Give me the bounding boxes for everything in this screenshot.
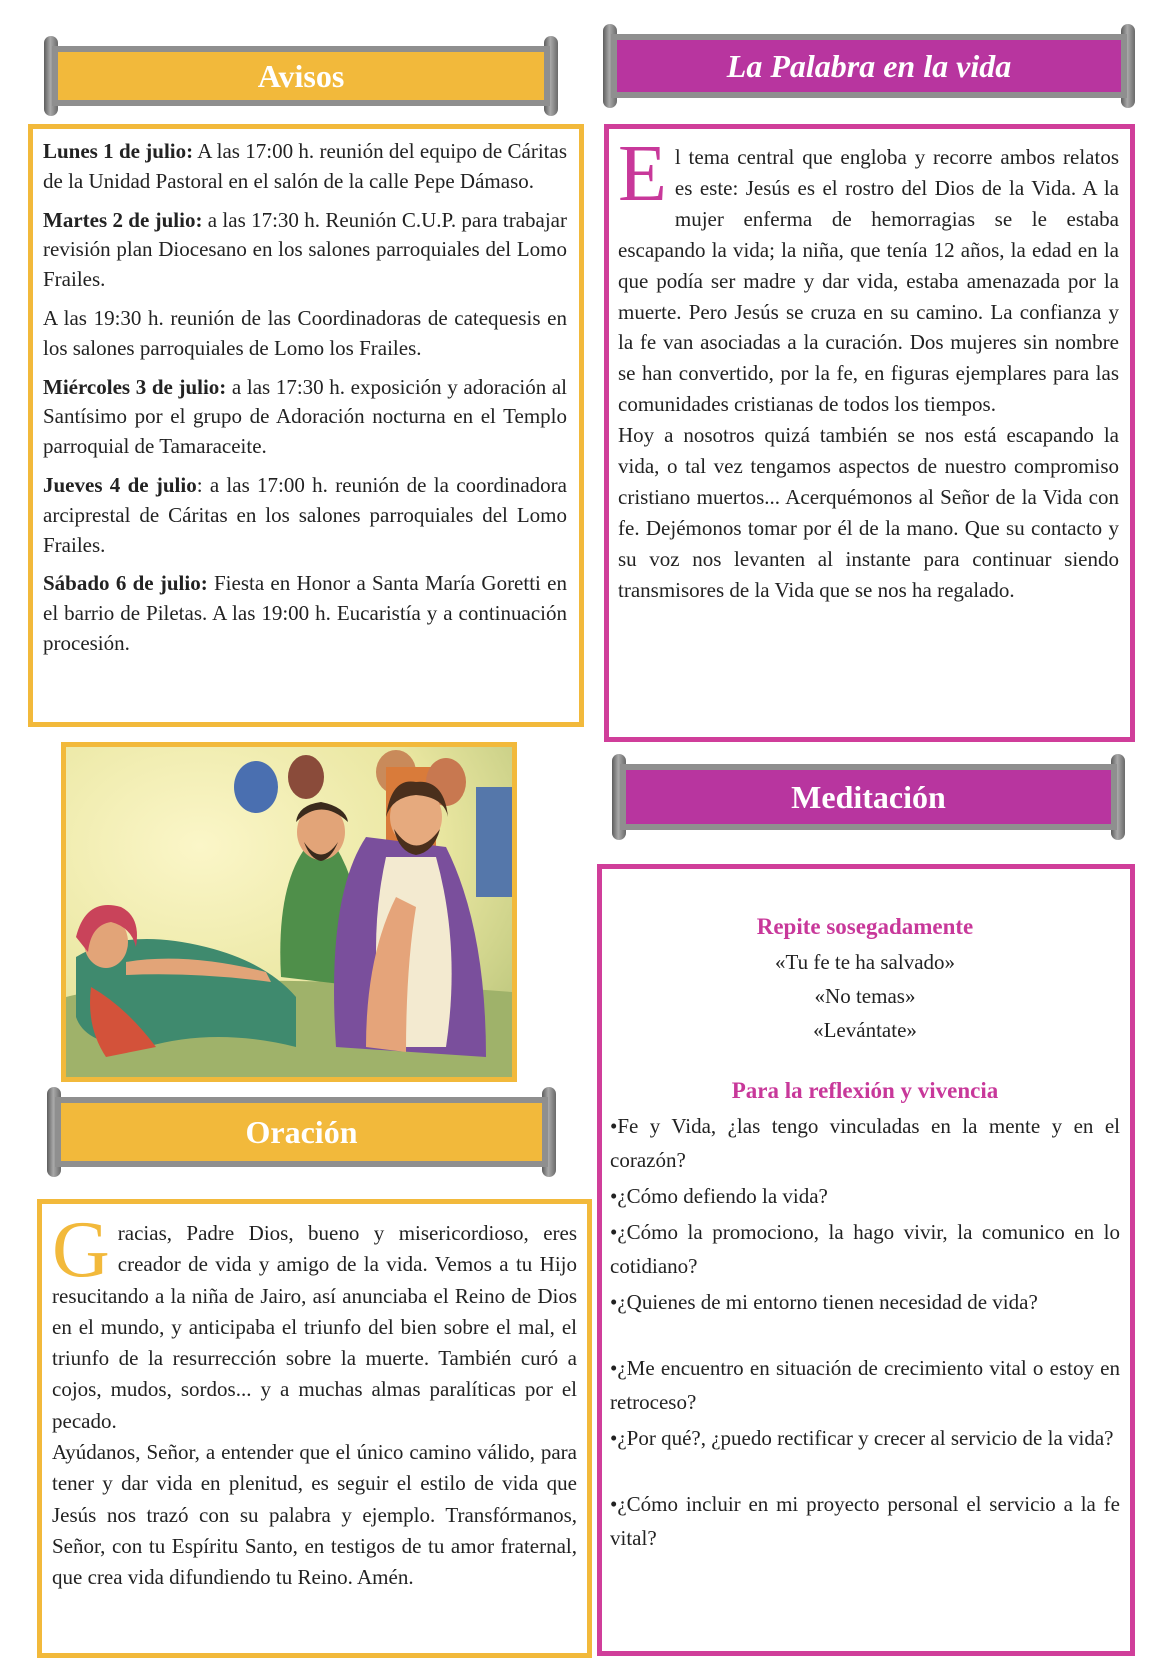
palabra-title: La Palabra en la vida: [611, 34, 1127, 98]
aviso-day: Lunes 1 de julio:: [43, 139, 194, 163]
repeat-line: «Tu fe te ha salvado»: [774, 950, 956, 974]
palabra-banner: [603, 24, 1135, 108]
aviso-text: A las 19:30 h. reunión de las Coordinadoras de catequesis en los salones parroquiales de Lomo los Frailes.: [43, 305, 567, 360]
oracion-text: racias, Padre Dios, bueno y misericordioso, eres creador de vida y amigo de la vida. Vemos a tu Hijo resucitando a la niña de Jairo, así anunciaba el Reino de Dios en el mundo, y anticipaba el triunfo del bien sobre el mal, el triunfo de la resurrección sobre la muerte. También curó a cojos, mudos, sordos... y a muchas almas paralíticas por el pecado.: [52, 1221, 577, 1433]
reflection-question: •Fe y Vida, ¿las tengo vinculadas en la mente y en el corazón?: [610, 1114, 1120, 1172]
aviso-item: [43, 137, 567, 197]
palabra-text: l tema central que engloba y recorre ambos relatos es este: Jesús es el rostro del Dios de la Vida. A la mujer enferma de hemorragias se le estaba escapando la vida; la niña, que tenía 12 años, la edad en la que podía ser madre y dar vida, estaba amenazada por la muerte. Pero Jesús se cruza en su camino. La confianza y la fe van asociadas a la curación. Dos mujeres sin nombre se han convertido, por la fe, en figuras ejemplares para las comunidades cristianas de todos los tiempos.: [618, 145, 1119, 417]
reflection-question: •¿Cómo la promociono, la hago vivir, la comunico en lo cotidiano?: [610, 1220, 1120, 1278]
repeat-line: «Levántate»: [813, 1018, 917, 1042]
reflection-question: •¿Por qué?, ¿puedo rectificar y crecer al servicio de la vida?: [610, 1426, 1114, 1450]
aviso-day: Sábado 6 de julio:: [43, 571, 208, 596]
aviso-item: [43, 206, 567, 295]
oracion-banner: [47, 1087, 556, 1177]
illustration-image: [66, 747, 512, 1077]
aviso-item: [43, 304, 567, 364]
meditacion-title: Meditación: [620, 764, 1117, 830]
aviso-text: Fiesta en Honor a Santa María Goretti en el barrio de Piletas. A las 19:00 h. Eucaristía y a continuación procesión.: [43, 571, 567, 655]
reflection-question: •¿Me encuentro en situación de crecimiento vital o estoy en retroceso?: [610, 1356, 1120, 1414]
aviso-item: [43, 471, 567, 560]
drop-cap: E: [618, 130, 667, 218]
reflexion-heading: Para la reflexión y vivencia: [731, 1078, 999, 1103]
palabra-paragraph: [618, 130, 1119, 420]
meditacion-banner: [612, 754, 1125, 840]
aviso-text: a las 17:30 h. Reunión C.U.P. para trabajar revisión plan Diocesano en los salones parroquiales del Lomo Frailes.: [43, 207, 567, 292]
avisos-title: Avisos: [52, 46, 550, 106]
reflection-question: •¿Quienes de mi entorno tienen necesidad de vida?: [610, 1290, 1038, 1314]
oracion-paragraph: [52, 1437, 577, 1593]
oracion-title: Oración: [55, 1097, 548, 1167]
aviso-day: Jueves 4 de julio: [43, 472, 197, 497]
aviso-text: A las 17:00 h. reunión del equipo de Cáritas de la Unidad Pastoral en el salón de la calle Pepe Dámaso.: [43, 139, 567, 193]
oracion-text: Ayúdanos, Señor, a entender que el único camino válido, para tener y dar vida en plenitud, es seguir el estilo de vida que Jesús nos trazó con su palabra y ejemplo. Transfórmanos, Señor, con tu Espíritu Santo, en testigos de tu amor fraternal, que crea vida difundiendo tu Reino. Amén.: [52, 1440, 577, 1590]
repite-heading: Repite sosegadamente: [756, 914, 974, 939]
aviso-day: Martes 2 de julio:: [43, 207, 203, 232]
avisos-banner: [44, 36, 558, 116]
palabra-box: [604, 124, 1135, 742]
oracion-paragraph: [52, 1206, 577, 1437]
aviso-text: : a las 17:00 h. reunión de la coordinadora arciprestal de Cáritas en los salones parroquiales del Lomo Frailes.: [43, 472, 567, 557]
reflection-question: •¿Cómo defiendo la vida?: [610, 1184, 828, 1208]
avisos-box: [28, 124, 584, 727]
aviso-text: a las 17:30 h. exposición y adoración al Santísimo por el grupo de Adoración nocturna en el Templo parroquial de Tamaraceite.: [43, 374, 567, 459]
aviso-item: [43, 373, 567, 462]
aviso-item: [43, 569, 567, 658]
meditacion-box: [597, 864, 1135, 1656]
reflection-question: •¿Cómo incluir en mi proyecto personal el servicio a la fe vital?: [610, 1492, 1120, 1550]
jesus-healing-illustration: [61, 742, 517, 1082]
oracion-box: [37, 1199, 592, 1658]
palabra-text: Hoy a nosotros quizá también se nos está escapando la vida, o tal vez tengamos aspectos de nuestro compromiso cristiano muertos... Acerquémonos al Señor de la Vida con fe. Dejémonos tomar por él de la mano. Que su contacto y su voz nos levanten al instante para continuar siendo transmisores de la Vida que se nos ha regalado.: [618, 423, 1119, 602]
palabra-paragraph: [618, 420, 1119, 605]
drop-cap: G: [52, 1206, 110, 1294]
repeat-line: «No temas»: [814, 984, 916, 1008]
aviso-day: Miércoles 3 de julio:: [43, 374, 227, 399]
